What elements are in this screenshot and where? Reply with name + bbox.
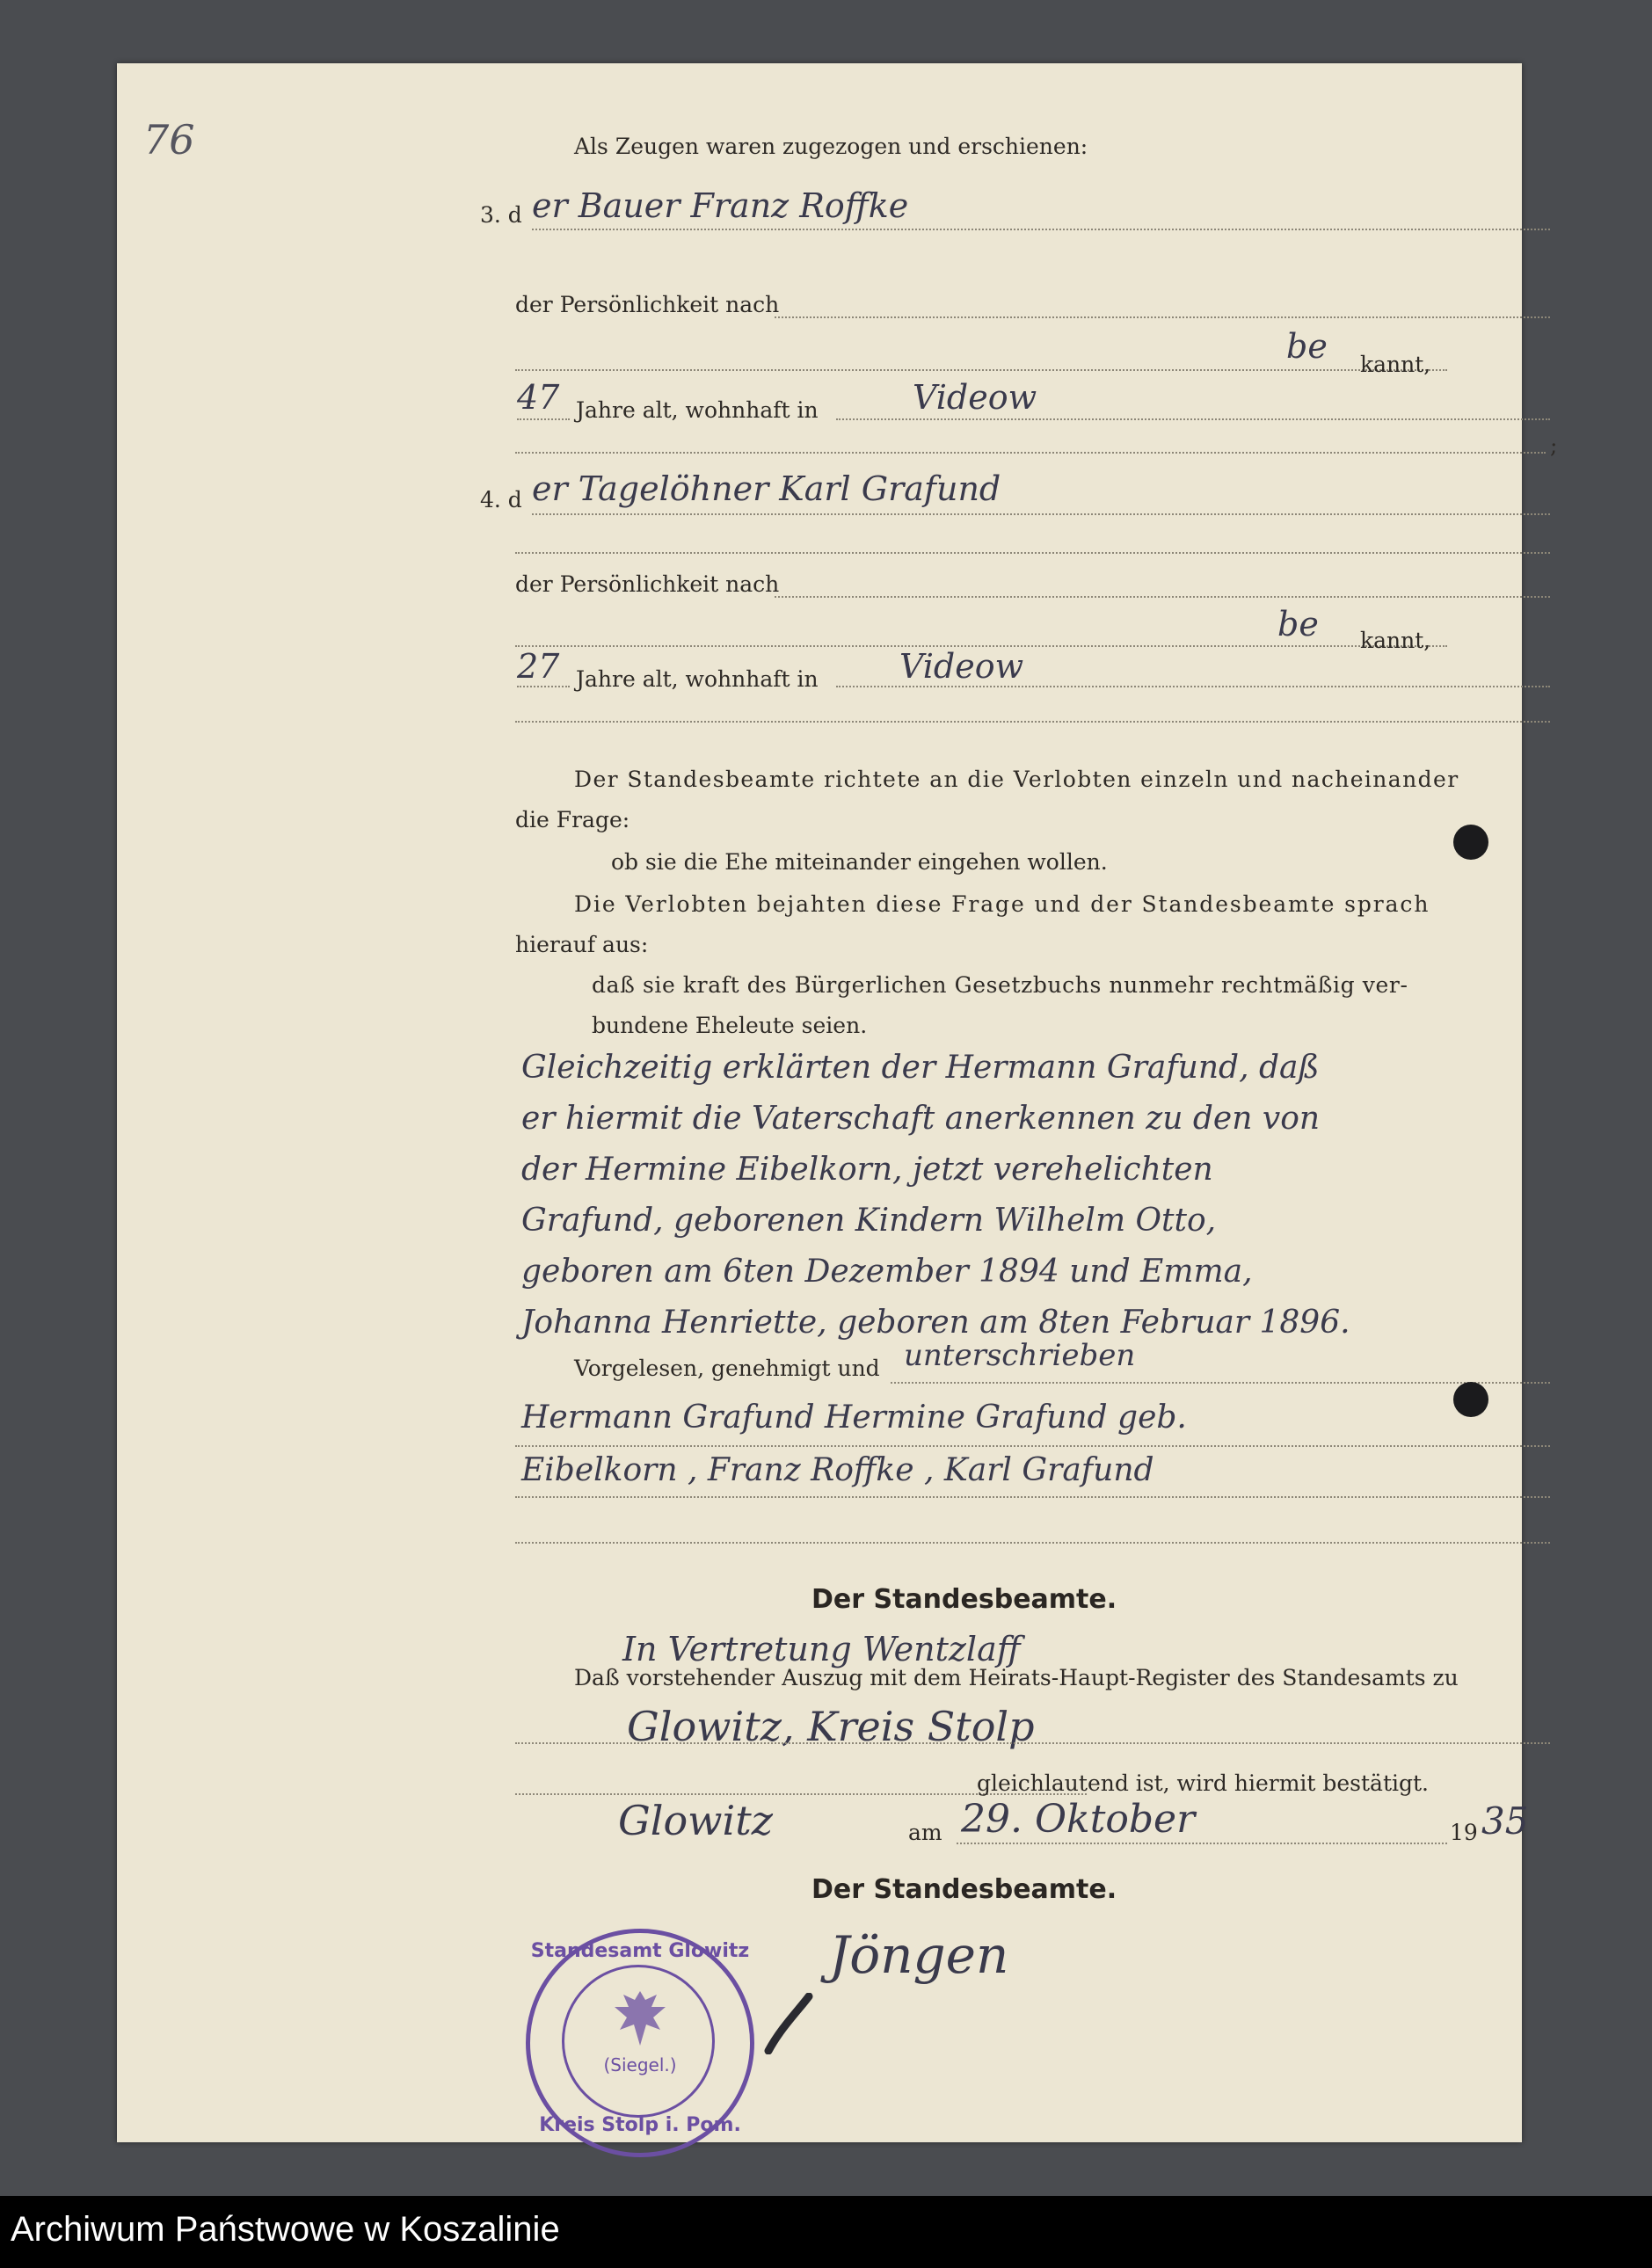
note-line: er hiermit die Vaterschaft anerkennen zu den von <box>521 1101 1321 1137</box>
witness3-age-label: Jahre alt, wohnhaft in <box>576 397 819 423</box>
witness3-residence: Videow <box>913 378 1037 417</box>
witness-heading: Als Zeugen waren zugezogen und erschienen: <box>574 134 1088 159</box>
signature-line: Hermann Grafund Hermine Grafund geb. <box>521 1399 1187 1436</box>
seal-center-text: (Siegel.) <box>603 2054 677 2075</box>
ceremony-p2-line4: bundene Eheleute seien. <box>592 1013 868 1038</box>
certification-place: Glowitz, Kreis Stolp <box>627 1703 1035 1750</box>
year-prefix: 19 <box>1450 1820 1478 1845</box>
registrar-signature-1: In Vertretung Wentzlaff <box>622 1630 1021 1668</box>
witness3-residence-line <box>836 418 1550 420</box>
signature-rule <box>515 1445 1550 1447</box>
witness4-name: er Tagelöhner Karl Grafund <box>532 469 1001 508</box>
page-number: 76 <box>143 116 195 164</box>
witness4-age-line <box>517 686 570 687</box>
read-approved-label: Vorgelesen, genehmigt und <box>574 1356 880 1381</box>
witness4-age: 27 <box>517 647 560 686</box>
witness4-name-line2 <box>515 552 1550 554</box>
witness3-semicolon: ; <box>1550 433 1558 458</box>
ceremony-p2-line2: hierauf aus: <box>515 932 649 957</box>
punch-hole <box>1453 1382 1488 1417</box>
note-line: Johanna Henriette, geboren am 8ten Februar 1896. <box>521 1305 1350 1341</box>
witness4-number: 4. d <box>480 487 522 512</box>
official-seal <box>526 1929 754 2157</box>
witness3-extra-line <box>515 452 1546 454</box>
witness3-name: er Bauer Franz Roffke <box>532 186 909 225</box>
witness4-extra-line <box>515 721 1550 723</box>
ceremony-p1-line3: ob sie die Ehe miteinander eingehen wollen. <box>611 849 1108 875</box>
eagle-icon <box>611 1988 669 2049</box>
note-line: Gleichzeitig erklärten der Hermann Grafund, daß <box>521 1050 1320 1086</box>
signature-rule <box>515 1542 1550 1544</box>
witness4-identity-handwriting: be <box>1277 605 1319 643</box>
date-place: Glowitz <box>618 1797 773 1844</box>
registrar-title-2: Der Standesbeamte. <box>811 1874 1117 1905</box>
note-line: geboren am 6ten Dezember 1894 und Emma, <box>521 1254 1253 1290</box>
witness3-kannt: kannt, <box>1360 352 1431 377</box>
witness3-age: 47 <box>517 378 560 417</box>
year-handwriting: 35 <box>1481 1799 1529 1843</box>
read-approved-line <box>891 1382 1550 1384</box>
certification-text: Daß vorstehender Auszug mit dem Heirats-Haupt-Register des Standesamts zu <box>574 1665 1459 1690</box>
witness4-residence-line <box>836 686 1550 687</box>
witness4-identity-label: der Persönlichkeit nach <box>515 571 780 597</box>
punch-hole <box>1453 825 1488 860</box>
signature-line: Eibelkorn , Franz Roffke , Karl Grafund <box>521 1452 1154 1488</box>
registrar-title-1: Der Standesbeamte. <box>811 1584 1117 1615</box>
date-line <box>957 1843 1447 1844</box>
ceremony-p2-line1: Die Verlobten bejahten diese Frage und der Standesbeamte sprach <box>574 891 1430 917</box>
certification-conform: gleichlautend ist, wird hiermit bestätigt. <box>977 1770 1430 1796</box>
date-day-month: 29. Oktober <box>961 1797 1196 1842</box>
ink-stroke-mark <box>763 1993 816 2054</box>
witness3-number: 3. d <box>480 202 522 228</box>
witness4-name-line <box>532 513 1550 515</box>
witness3-identity-label: der Persönlichkeit nach <box>515 292 780 317</box>
witness3-age-line <box>517 418 570 420</box>
ceremony-p2-line3: daß sie kraft des Bürgerlichen Gesetzbuchs nunmehr rechtmäßig ver- <box>592 972 1408 998</box>
archive-footer <box>0 2196 1652 2268</box>
witness4-identity-line1 <box>775 596 1550 598</box>
registrar-signature-2: Jöngen <box>829 1925 1009 1985</box>
note-line: der Hermine Eibelkorn, jetzt verehelichten <box>521 1152 1213 1188</box>
signature-rule <box>515 1496 1550 1498</box>
witness3-name-line <box>532 229 1550 230</box>
witness4-kannt: kannt, <box>1360 628 1431 653</box>
note-line: Grafund, geborenen Kindern Wilhelm Otto, <box>521 1203 1217 1239</box>
witness3-identity-line2 <box>515 369 1447 371</box>
witness4-age-label: Jahre alt, wohnhaft in <box>576 666 819 692</box>
archive-name: Archiwum Państwowe w Koszalinie <box>11 2210 560 2249</box>
document-page <box>117 63 1558 2142</box>
read-approved-handwriting: unterschrieben <box>904 1338 1136 1373</box>
certification-place-line <box>515 1742 1550 1744</box>
ceremony-p1-line2: die Frage: <box>515 807 630 832</box>
date-am: am <box>908 1820 942 1845</box>
witness3-identity-handwriting: be <box>1286 327 1328 366</box>
witness3-identity-line1 <box>775 316 1550 318</box>
seal-bottom-text: Kreis Stolp i. Pom. <box>539 2114 741 2136</box>
ceremony-p1-line1: Der Standesbeamte richtete an die Verlobten einzeln und nacheinander <box>574 767 1459 792</box>
witness4-residence: Videow <box>899 647 1024 686</box>
seal-top-text: Standesamt Glowitz <box>530 1940 750 1962</box>
